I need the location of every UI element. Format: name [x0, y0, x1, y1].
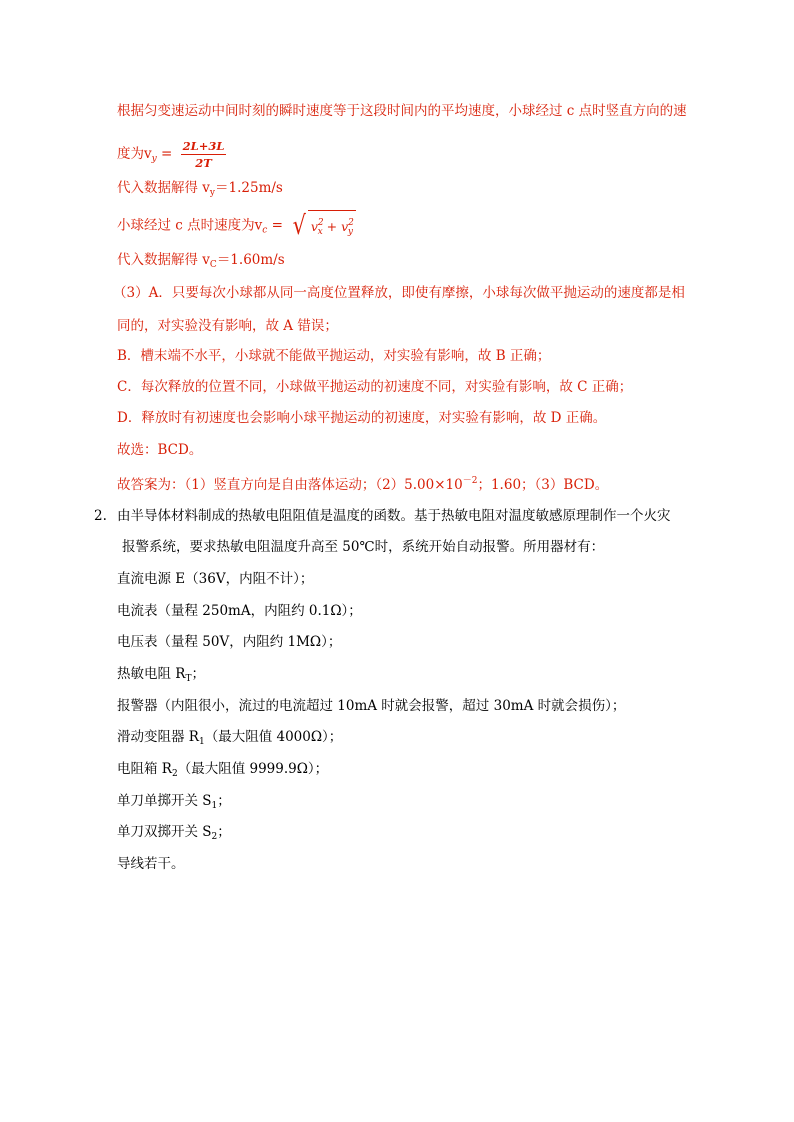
equipment-item	[117, 727, 342, 752]
equipment-subscript: 2	[171, 769, 178, 779]
equipment-suffix: ；	[217, 824, 231, 840]
equipment-suffix: ；	[217, 793, 231, 809]
solution-line-6: （3）A．只要每次小球都从同一高度位置释放，即使有摩擦，小球每次做平抛运动的速度都是相	[113, 285, 685, 301]
solution-line-1: 根据匀变速运动中间时刻的瞬时速度等于这段时间内的平均速度，小球经过 c 点时竖直方向的速	[117, 103, 687, 119]
equipment-item	[117, 759, 328, 784]
fraction-denominator: 2T	[195, 156, 212, 170]
result-vy-value: ＝1.25m/s	[215, 180, 283, 196]
question-number: 2.	[94, 508, 107, 524]
fraction-vy	[181, 139, 227, 170]
solution-line-8: B．槽末端不水平，小球就不能做平抛运动，对实验有影响，故 B 正确；	[117, 348, 551, 364]
equipment-item	[117, 822, 231, 847]
fraction-numerator: 2L+3L	[182, 139, 225, 153]
solution-line-2	[117, 139, 226, 170]
question-line-2: 报警系统，要求热敏电阻温度升高至 50℃时，系统开始自动报警。所用器材有：	[122, 539, 605, 555]
vc-subscript: c	[262, 225, 268, 236]
plus-sign: +	[322, 219, 342, 234]
solution-line-9: C．每次释放的位置不同，小球做平抛运动的初速度不同，对实验有影响，故 C 正确；	[117, 379, 633, 395]
result-vy-label: 代入数据解得 v	[117, 180, 210, 196]
equipment-subscript: 2	[211, 832, 218, 842]
result-vy-subscript: y	[209, 188, 216, 198]
vy-subscript: y	[151, 154, 157, 164]
solution-line-3	[117, 178, 283, 203]
equipment-label: 滑动变阻器 R	[117, 729, 199, 745]
vc-label: 小球经过 c 点时速度为v	[117, 217, 263, 234]
solution-line-11: 故选：BCD。	[117, 442, 203, 458]
solution-line-5	[117, 250, 285, 275]
equipment-label: 单刀单掷开关 S	[117, 793, 212, 809]
result-vc-value: ＝1.60m/s	[216, 252, 285, 268]
equipment-suffix: ；	[191, 666, 205, 682]
equipment-subscript: T	[185, 674, 192, 684]
answer-summary-end: ；1.60；（3）BCD。	[477, 477, 609, 493]
equipment-label: 单刀双掷开关 S	[117, 824, 212, 840]
vy-label: 度为v	[117, 146, 152, 162]
equipment-label: 电阻箱 R	[117, 761, 172, 777]
result-vc-subscript: C	[209, 260, 217, 270]
equipment-item: 导线若干。	[117, 856, 185, 872]
solution-line-12	[117, 471, 608, 495]
equipment-item: 电压表（量程 50V，内阻约 1MΩ）；	[117, 634, 342, 650]
radical-sign: √	[292, 211, 307, 241]
radicand	[308, 210, 356, 242]
equals-sign-2: =	[267, 217, 288, 234]
equipment-suffix: （最大阻值 9999.9Ω）；	[177, 761, 329, 777]
solution-line-10: D．释放时有初速度也会影响小球平抛运动的初速度，对实验有影响，故 D 正确。	[117, 410, 607, 426]
answer-exponent: －2	[462, 476, 478, 486]
solution-line-7: 同的，对实验没有影响，故 A 错误；	[117, 318, 338, 334]
vx-term: v	[310, 219, 318, 234]
question-line-1: 由半导体材料制成的热敏电阻阻值是温度的函数。基于热敏电阻对温度敏感原理制作一个火灾	[117, 508, 671, 524]
equipment-item	[117, 791, 231, 816]
result-vc-label: 代入数据解得 v	[117, 252, 210, 268]
equipment-label: 热敏电阻 R	[117, 666, 186, 682]
equals-sign: =	[156, 146, 177, 162]
vy-exponent: 2	[348, 218, 354, 228]
vx-subscript: x	[317, 227, 323, 237]
answer-summary: 故答案为：（1）竖直方向是自由落体运动；（2）5.00×10	[117, 477, 463, 493]
vy-term-subscript: y	[347, 227, 353, 237]
vx-exponent: 2	[317, 218, 324, 228]
equipment-item: 电流表（量程 250mA，内阻约 0.1Ω）；	[117, 603, 362, 619]
equipment-subscript: 1	[198, 737, 205, 747]
solution-line-4	[117, 210, 356, 242]
equipment-item: 报警器（内阻很小，流过的电流超过 10mA 时就会报警，超过 30mA 时就会损伤）；	[117, 698, 626, 714]
equipment-item	[117, 664, 205, 689]
equipment-suffix: （最大阻值 4000Ω）；	[204, 729, 343, 745]
equipment-subscript: 1	[211, 801, 218, 811]
equipment-item: 直流电源 E（36V，内阻不计）；	[117, 571, 314, 587]
vy-term: v	[341, 219, 349, 234]
sqrt-expression	[291, 210, 356, 242]
